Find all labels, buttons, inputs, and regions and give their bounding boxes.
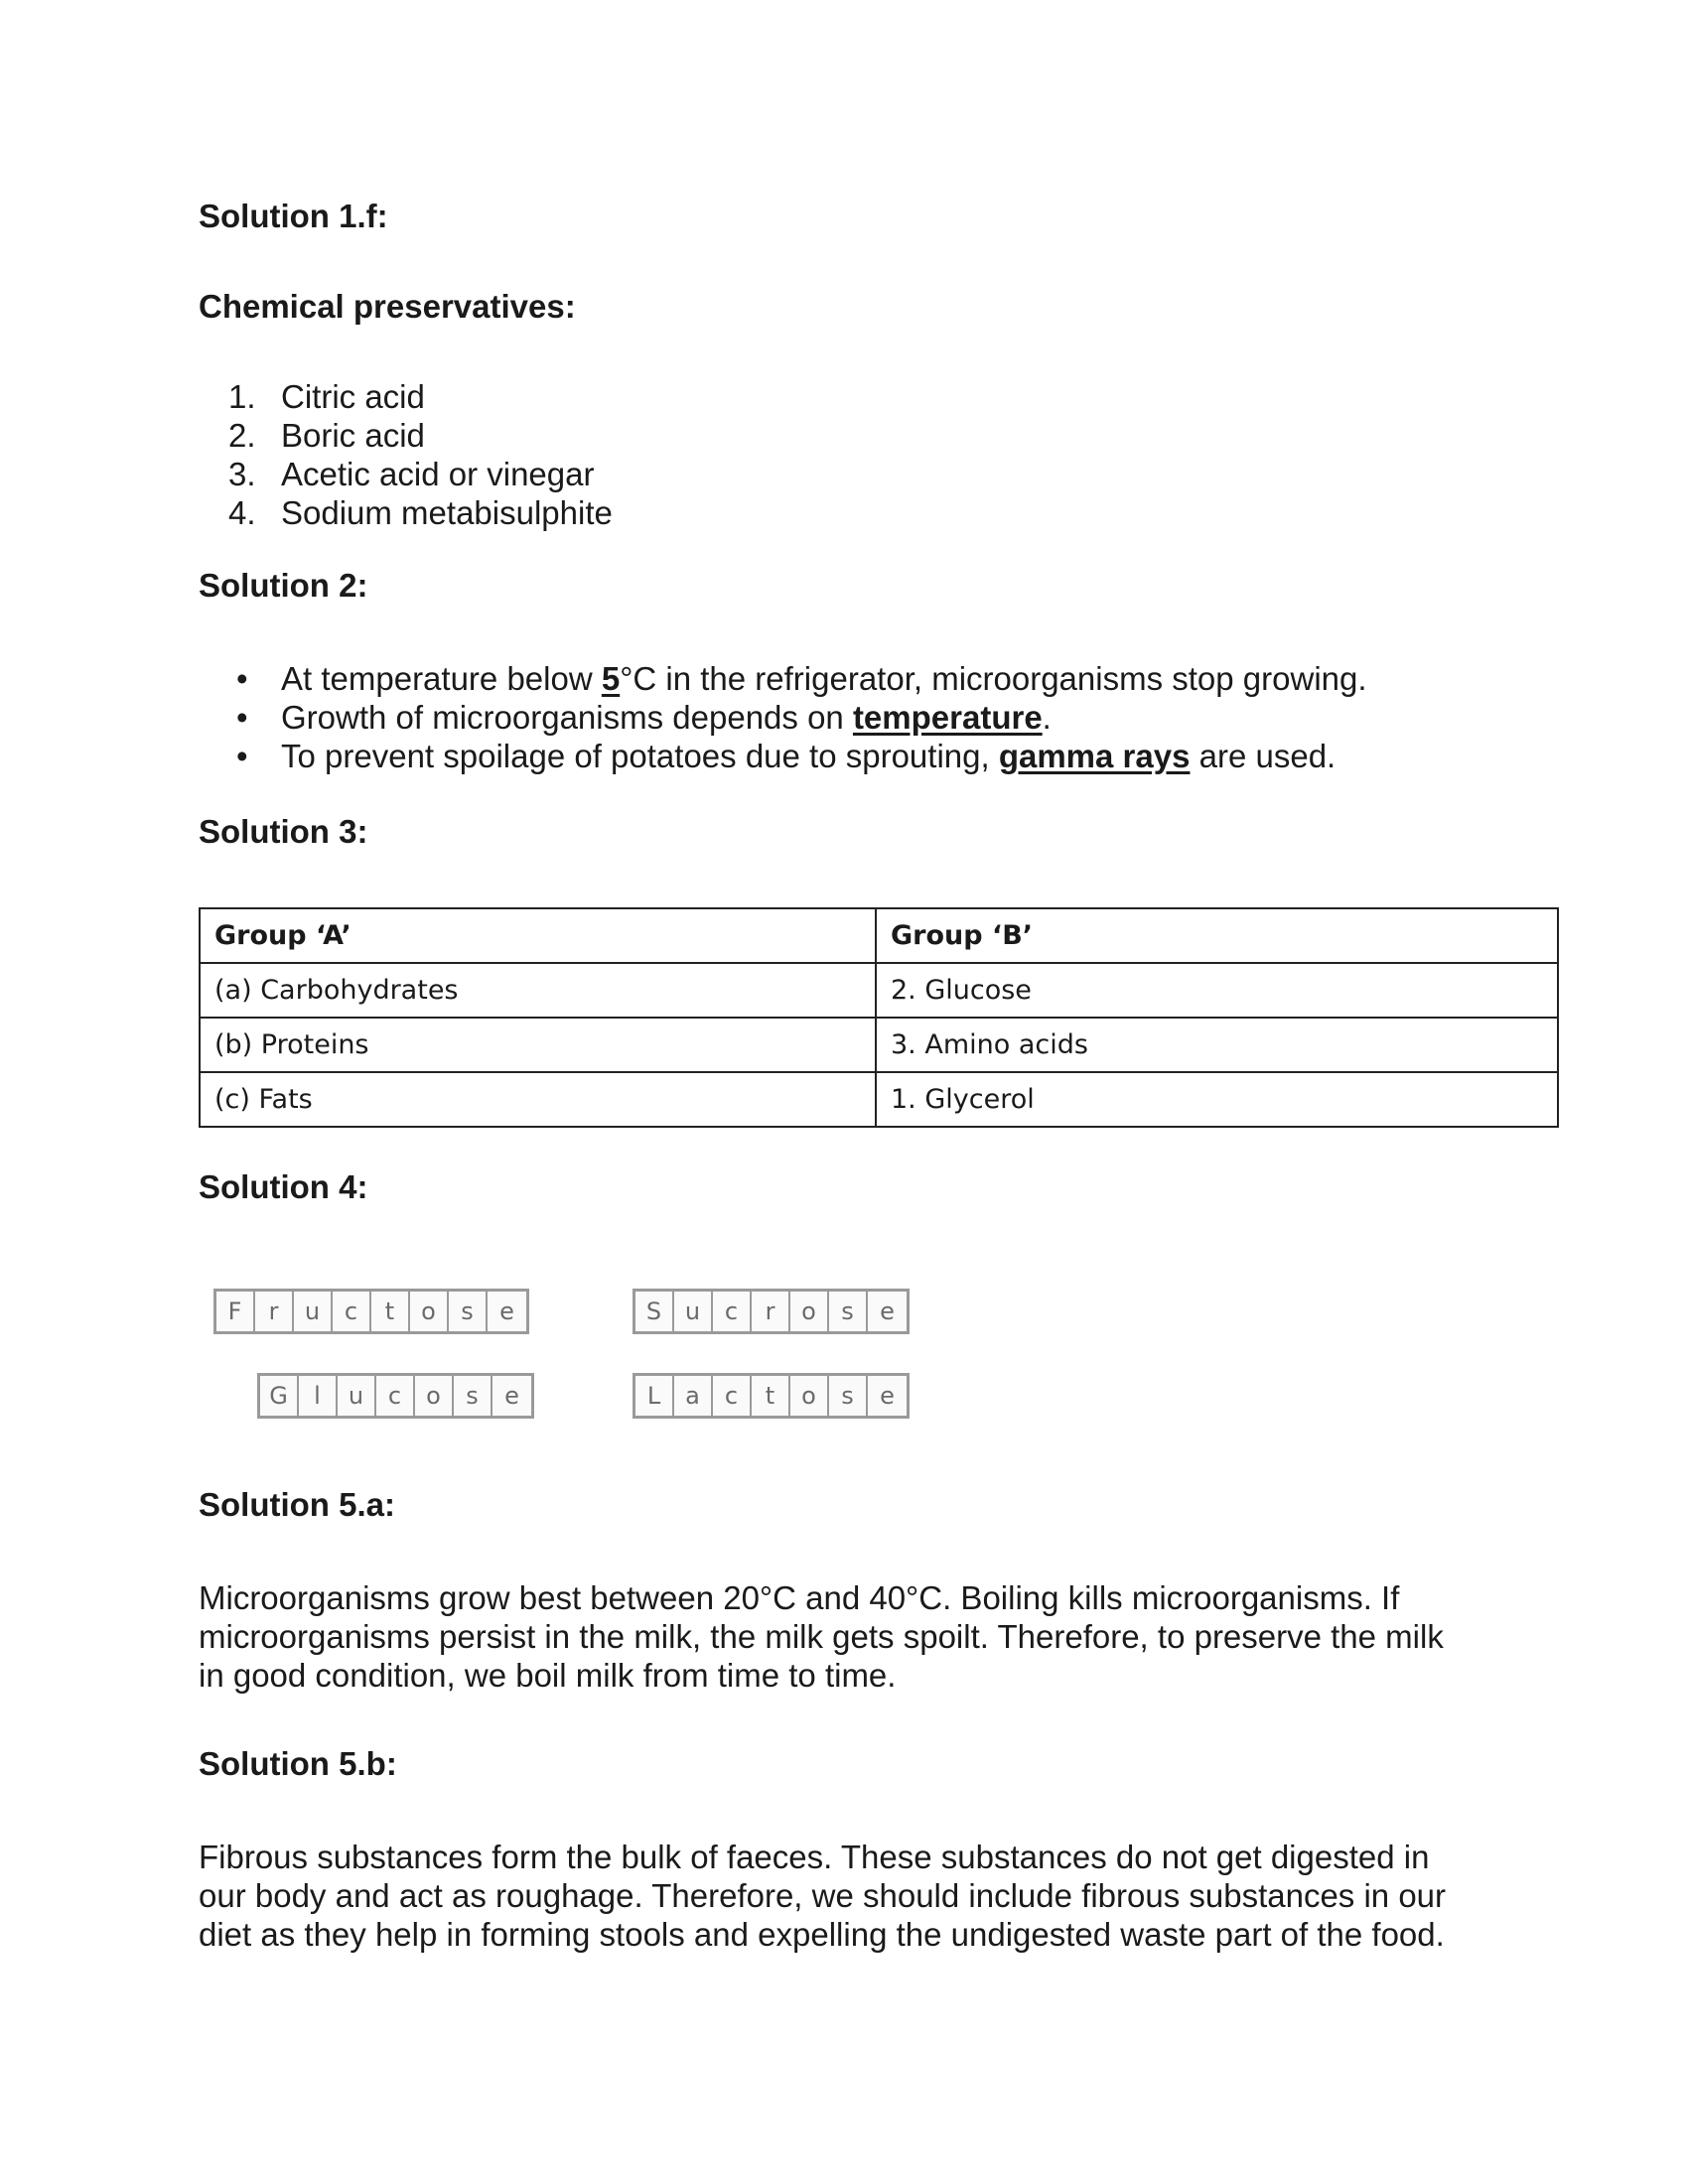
letter-tile: o: [415, 1376, 454, 1416]
bullet-icon: •: [236, 738, 248, 774]
letter-tile: a: [674, 1376, 713, 1416]
table-cell: 2. Glucose: [876, 963, 1558, 1018]
bullet-icon: •: [236, 699, 248, 736]
word-tiles-glucose: [257, 1373, 534, 1419]
table-row: [200, 1018, 1558, 1072]
column-header: Group ‘B’: [876, 908, 1558, 963]
letter-tile: u: [294, 1292, 333, 1331]
letter-tile: L: [635, 1376, 674, 1416]
list-number: 4.: [228, 494, 256, 531]
solution-5b-heading: Solution 5.b:: [199, 1745, 397, 1782]
answer-blank: gamma rays: [998, 738, 1191, 774]
letter-tile: r: [752, 1292, 790, 1331]
table-cell: (b) Proteins: [200, 1018, 876, 1072]
table-cell: (c) Fats: [200, 1072, 876, 1127]
table-cell: (a) Carbohydrates: [200, 963, 876, 1018]
solution-5a-paragraph: [199, 1578, 1509, 1695]
letter-tile: r: [255, 1292, 294, 1331]
list-item-text: Sodium metabisulphite: [281, 494, 613, 531]
bullet-text: Growth of microorganisms depends on temperature.: [281, 699, 1052, 736]
word-tiles-fructose: [213, 1289, 529, 1334]
answer-blank: 5: [601, 660, 621, 697]
paragraph-line: microorganisms persist in the milk, the milk gets spoilt. Therefore, to preserve the milk: [199, 1618, 1444, 1655]
list-item-text: Acetic acid or vinegar: [281, 456, 595, 492]
letter-tile: e: [488, 1292, 526, 1331]
letter-tile: S: [635, 1292, 674, 1331]
solution-4-heading: Solution 4:: [199, 1168, 368, 1205]
table-row: [200, 1072, 1558, 1127]
word-tiles-lactose: [633, 1373, 910, 1419]
paragraph-line: Microorganisms grow best between 20°C and 40°C. Boiling kills microorganisms. If: [199, 1579, 1400, 1616]
letter-tile: c: [333, 1292, 371, 1331]
letter-tile: u: [338, 1376, 376, 1416]
letter-tile: F: [216, 1292, 255, 1331]
solution-1f-heading: Solution 1.f:: [199, 198, 388, 234]
list-number: 3.: [228, 456, 256, 492]
letter-tile: e: [868, 1376, 907, 1416]
table-cell: 1. Glycerol: [876, 1072, 1558, 1127]
letter-tile: t: [371, 1292, 410, 1331]
paragraph-line: Fibrous substances form the bulk of faeces. These substances do not get digested in: [199, 1839, 1430, 1875]
list-item-text: Boric acid: [281, 417, 425, 454]
letter-tile: c: [376, 1376, 415, 1416]
chemical-preservatives-heading: Chemical preservatives:: [199, 288, 576, 325]
letter-tile: s: [449, 1292, 488, 1331]
solution-5a-heading: Solution 5.a:: [199, 1486, 395, 1523]
letter-tile: c: [713, 1376, 752, 1416]
letter-tile: e: [492, 1376, 531, 1416]
answer-blank: temperature: [852, 699, 1043, 736]
list-item-text: Citric acid: [281, 378, 425, 415]
letter-tile: u: [674, 1292, 713, 1331]
letter-tile: o: [790, 1376, 829, 1416]
letter-tile: o: [790, 1292, 829, 1331]
solution-3-heading: Solution 3:: [199, 813, 368, 850]
letter-tile: G: [260, 1376, 299, 1416]
letter-tile: s: [829, 1292, 868, 1331]
letter-tile: e: [868, 1292, 907, 1331]
table-header-row: [200, 908, 1558, 963]
letter-tile: o: [410, 1292, 449, 1331]
paragraph-line: in good condition, we boil milk from time to time.: [199, 1657, 897, 1694]
bullet-text: To prevent spoilage of potatoes due to sprouting, gamma rays are used.: [281, 738, 1336, 774]
table-row: [200, 963, 1558, 1018]
letter-tile: t: [752, 1376, 790, 1416]
column-header: Group ‘A’: [200, 908, 876, 963]
letter-tile: s: [829, 1376, 868, 1416]
match-table: [199, 907, 1559, 1128]
solution-5b-paragraph: [199, 1838, 1509, 1954]
word-tiles-sucrose: [633, 1289, 910, 1334]
letter-tile: l: [299, 1376, 338, 1416]
bullet-icon: •: [236, 660, 248, 697]
solution-2-heading: Solution 2:: [199, 567, 368, 604]
bullet-text: At temperature below 5°C in the refrigerator, microorganisms stop growing.: [281, 660, 1367, 697]
paragraph-line: diet as they help in forming stools and expelling the undigested waste part of the food.: [199, 1916, 1445, 1953]
paragraph-line: our body and act as roughage. Therefore, we should include fibrous substances in our: [199, 1877, 1447, 1914]
list-number: 2.: [228, 417, 256, 454]
table-cell: 3. Amino acids: [876, 1018, 1558, 1072]
list-number: 1.: [228, 378, 256, 415]
letter-tile: c: [713, 1292, 752, 1331]
letter-tile: s: [454, 1376, 492, 1416]
